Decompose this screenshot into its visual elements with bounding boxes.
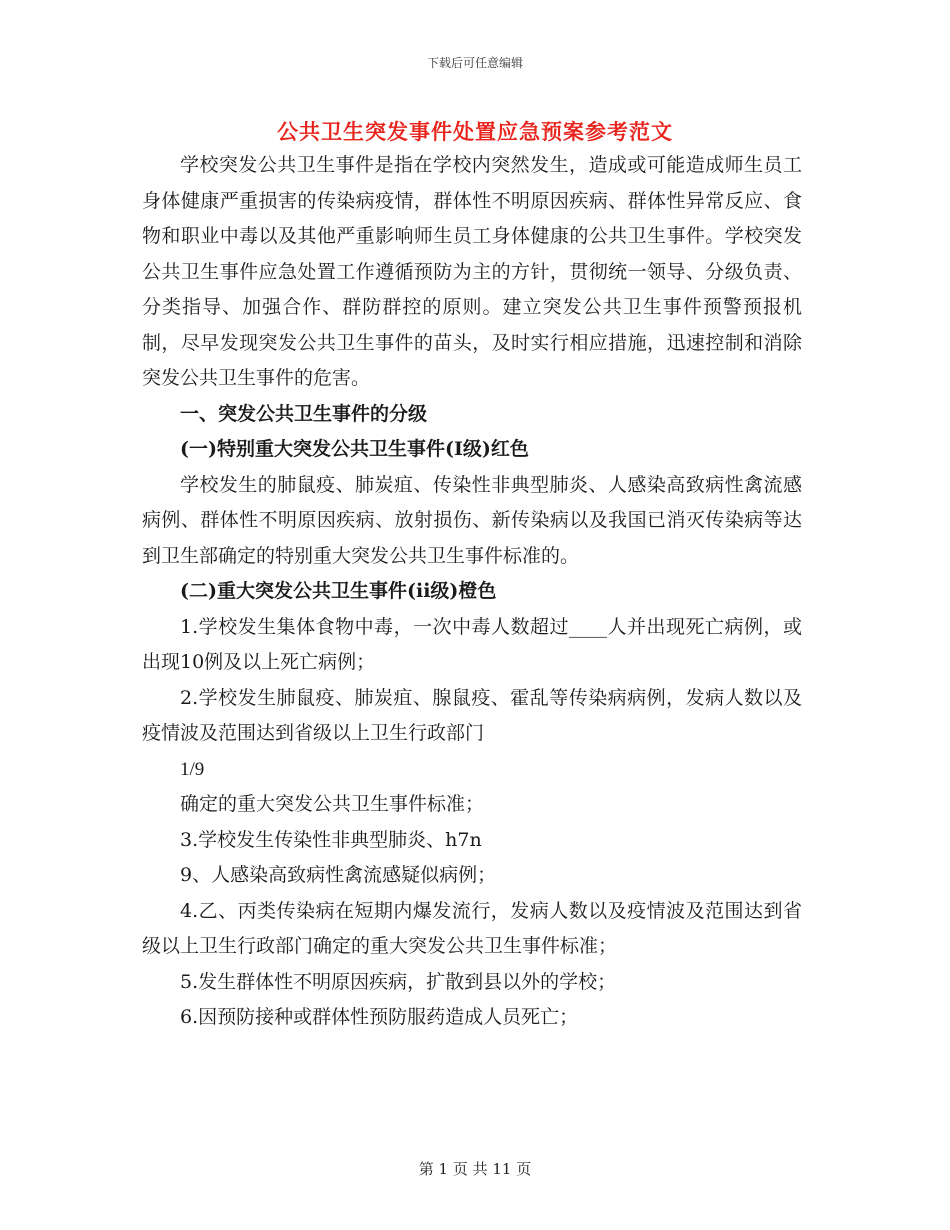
list-item-1: 1.学校发生集体食物中毒，一次中毒人数超过____人并出现死亡病例，或出现10例及以上死亡病例； — [142, 615, 802, 673]
list-item-5: 5.发生群体性不明原因疾病，扩散到县以外的学校； — [180, 970, 617, 993]
inline-page-marker: 1/9 — [180, 758, 205, 780]
intro-paragraph: 学校突发公共卫生事件是指在学校内突然发生，造成或可能造成师生员工身体健康严重损害的传染病疫情，群体性不明原因疾病、群体性异常反应、食物和职业中毒以及其他严重影响师生员工身体健康的公共卫生事件。学校突发公共卫生事件应急处置工作遵循预防为主的方针，贯彻统一领导、分级负责、分类指导、加强合作、群防群控的原则。建立突发公共卫生事件预警预报机制，尽早发现突发公共卫生事件的苗头，及时实行相应措施，迅速控制和消除突发公共卫生事件的危害。 — [142, 154, 802, 389]
page-header: 下载后可任意编辑 — [426, 56, 523, 70]
subsection-heading-level-1: (一)特别重大突发公共卫生事件(Ⅰ级)红色 — [180, 438, 529, 460]
document-body — [142, 148, 802, 1036]
level-1-paragraph: 学校发生的肺鼠疫、肺炭疽、传染性非典型肺炎、人感染高致病性禽流感病例、群体性不明原因疾病、放射损伤、新传染病以及我国已消灭传染病等达到卫生部确定的特别重大突发公共卫生事件标准的。 — [142, 473, 802, 567]
document-title: 公共卫生突发事件处置应急预案参考范文 — [277, 119, 673, 144]
list-item-4: 4.乙、丙类传染病在短期内爆发流行，发病人数以及疫情波及范围达到省级以上卫生行政部门确定的重大突发公共卫生事件标准； — [142, 899, 802, 957]
list-item-6: 6.因预防接种或群体性预防服药造成人员死亡； — [180, 1006, 579, 1028]
subsection-heading-level-2: (二)重大突发公共卫生事件(ii级)橙色 — [180, 580, 497, 602]
list-item-3: 3.学校发生传染性非典型肺炎、h7n — [180, 828, 482, 851]
page-footer: 第 1 页 共 11 页 — [418, 1160, 532, 1178]
list-item-2-continued: 确定的重大突发公共卫生事件标准； — [180, 793, 485, 815]
list-item-2: 2.学校发生肺鼠疫、肺炭疽、腺鼠疫、霍乱等传染病病例，发病人数以及疫情波及范围达到省级以上卫生行政部门 — [142, 686, 802, 744]
section-heading-grading: 一、突发公共卫生事件的分级 — [180, 402, 428, 425]
list-item-3-continued: 9、人感染高致病性禽流感疑似病例； — [180, 864, 497, 886]
